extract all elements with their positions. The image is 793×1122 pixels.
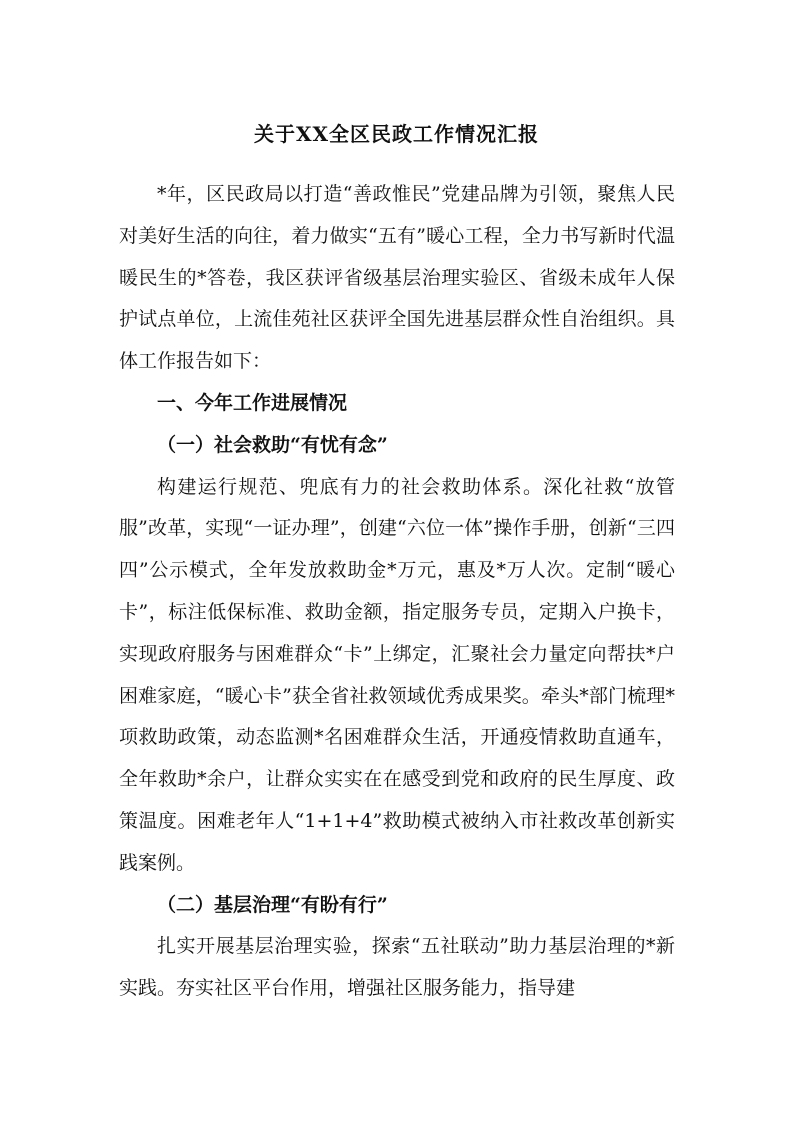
social-assistance-paragraph: 构建运行规范、兜底有力的社会救助体系。深化社救“放管服”改革，实现“一证办理”，创建“六位一体”操作手册，创新“三四四”公示模式，全年发放救助金*万元，惠及*万人次。定制“暖心卡”，标注低保标准、救助金额，指定服务专员，定期入户换卡，实现政府服务与困难群众“卡”上绑定，汇聚社会力量定向帮扶*户困难家庭，“暖心卡”获全省社救领域优秀成果奖。牵头*部门梳理*项救助政策，动态监测*名困难群众生活，开通疫情救助直通车，全年救助*余户，让群众实实在在感受到党和政府的民生厚度、政策温度。困难老年人“1+1+4”救助模式被纳入市社救改革创新实践案例。 <box>119 475 675 874</box>
subsection-heading-grassroots-governance: （二）基层治理“有盼有行” <box>157 893 388 916</box>
grassroots-governance-paragraph: 扎实开展基层治理实验，探索“五社联动”助力基层治理的*新实践。夯实社区平台作用，增强社区服务能力，指导建 <box>119 935 675 1000</box>
intro-paragraph: *年，区民政局以打造“善政惟民”党建品牌为引领，聚焦人民对美好生活的向往，着力做实“五有”暖心工程，全力书写新时代温暖民生的*答卷，我区获评省级基层治理实验区、省级未成年人保护试点单位，上流佳苑社区获评全国先进基层群众性自治组织。具体工作报告如下： <box>119 183 675 373</box>
section-heading-progress: 一、今年工作进展情况 <box>157 391 348 414</box>
subsection-heading-social-assistance: （一）社会救助“有忧有念” <box>157 433 388 456</box>
document-body <box>119 174 675 1010</box>
document-title: 关于XX全区民政工作情况汇报 <box>253 122 540 146</box>
